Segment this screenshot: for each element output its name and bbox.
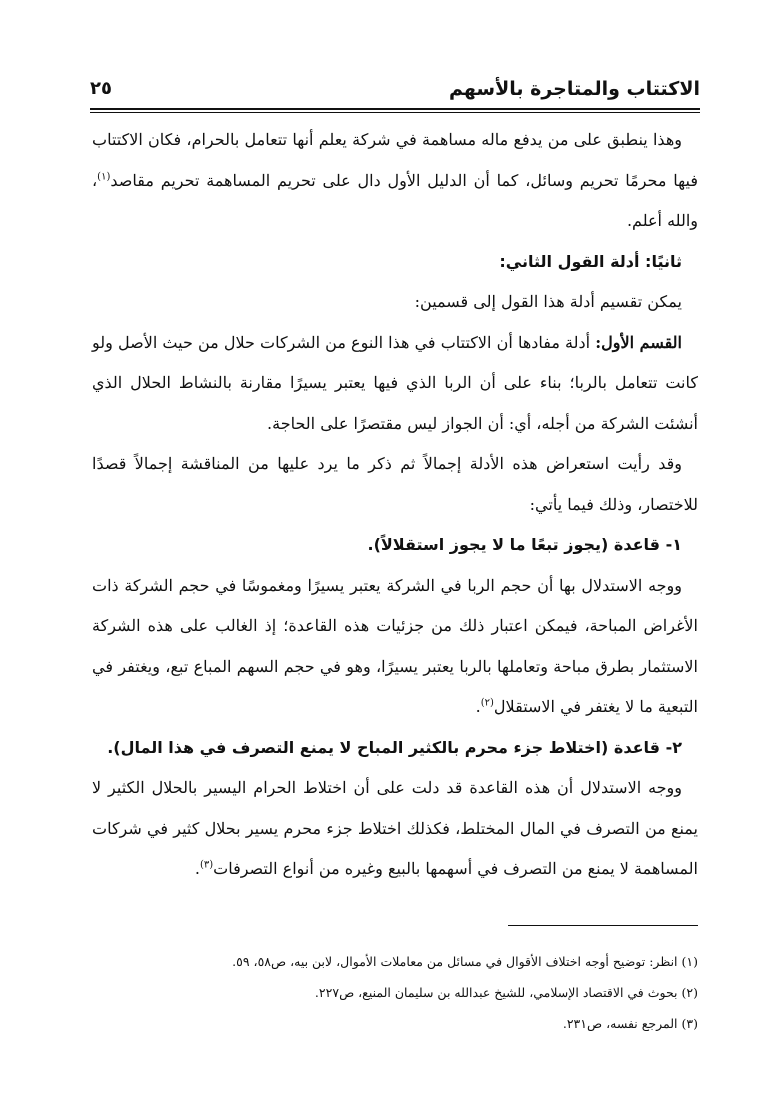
rule-heading-1: ١- قاعدة (يجوز تبعًا ما لا يجوز استقلالاً). bbox=[367, 535, 682, 554]
paragraph-6: ووجه الاستدلال أن هذه القاعدة قد دلت على أن اختلاط الحرام اليسير بالحلال الكثير لا يمنع من التصرف في المال المختلط، فكذلك اختلاط جزء محرم يسير بحلال كثير في شركات المساهمة لا يمنع من التصرف في أسهمها بالبيع وغيره من أنواع التصرفات$^{(٣)}$. bbox=[92, 778, 698, 878]
footnote-ref-1: (١) bbox=[97, 171, 111, 183]
paragraph-2: يمكن تقسيم أدلة هذا القول إلى قسمين: bbox=[414, 292, 682, 311]
footnotes bbox=[92, 946, 698, 1039]
page-number: ٢٥ bbox=[90, 78, 112, 99]
running-header bbox=[90, 70, 700, 110]
paragraph-3: القسم الأول: أدلة مفادها أن الاكتتاب في هذا النوع من الشركات حلال من حيث الأصل ولو كانت تتعامل بالربا؛ بناء على أن الربا الذي فيها يعتبر يسيرًا مقارنة بالنشاط الحلال الذي أنشئت الشركة من أجله، أي: أن الجواز ليس مقتصرًا على الحاجة. bbox=[92, 332, 698, 433]
footnote-separator bbox=[508, 925, 698, 926]
paragraph-5: ووجه الاستدلال بها أن حجم الربا في الشركة يعتبر يسيرًا ومغموسًا في حجم الشركة ذات الأغراض المباحة، فيمكن اعتبار ذلك من جزئيات هذه القاعدة؛ إذ الغالب على هذه الشركة الاستثمار بطرق مباحة وتعاملها بالربا يعتبر يسيرًا، وهو في حجم السهم المباع تبع، ويغتفر في التبعية ما لا يغتفر في الاستقلال$^{(٢)}$. bbox=[92, 575, 699, 716]
header-rule bbox=[90, 108, 700, 110]
footnote-ref-3: (٣) bbox=[199, 859, 214, 871]
footnote-2: (٢) بحوث في الاقتصاد الإسلامي، للشيخ عبدالله بن سليمان المنيع، ص٢٢٧. bbox=[314, 985, 698, 1000]
running-title: الاكتتاب والمتاجرة بالأسهم bbox=[448, 78, 700, 100]
paragraph-1: وهذا ينطبق على من يدفع ماله مساهمة في شركة يعلم أنها تتعامل بالحرام، فكان الاكتتاب فيها محرمًا تحريم وسائل، كما أن الدليل الأول دال على تحريم المساهمة تحريم مقاصد$^{(١)}$، والله أعلم. bbox=[92, 130, 698, 230]
footnote-3: (٣) المرجع نفسه، ص٢٣١. bbox=[562, 1016, 698, 1031]
header-rule-thin bbox=[90, 112, 700, 113]
main-text bbox=[92, 120, 698, 890]
paragraph-4: وقد رأيت استعراض هذه الأدلة إجمالاً ثم ذكر ما يرد عليها من المناقشة إجمالاً قصدًا للاختصار، وذلك فيما يأتي: bbox=[92, 454, 698, 514]
section-heading-second-opinion: ثانيًا: أدلة القول الثاني: bbox=[499, 251, 682, 271]
footnote-1: (١) انظر: توضيح أوجه اختلاف الأقوال في مسائل من معاملات الأموال، لابن بيه، ص٥٨، ٥٩. bbox=[232, 954, 698, 969]
footnote-ref-2: (٢) bbox=[480, 697, 494, 709]
part-one-label: القسم الأول: bbox=[595, 332, 683, 352]
rule-heading-2: ٢- قاعدة (اختلاط جزء محرم بالكثير المباح لا يمنع التصرف في هذا المال). bbox=[107, 737, 682, 757]
